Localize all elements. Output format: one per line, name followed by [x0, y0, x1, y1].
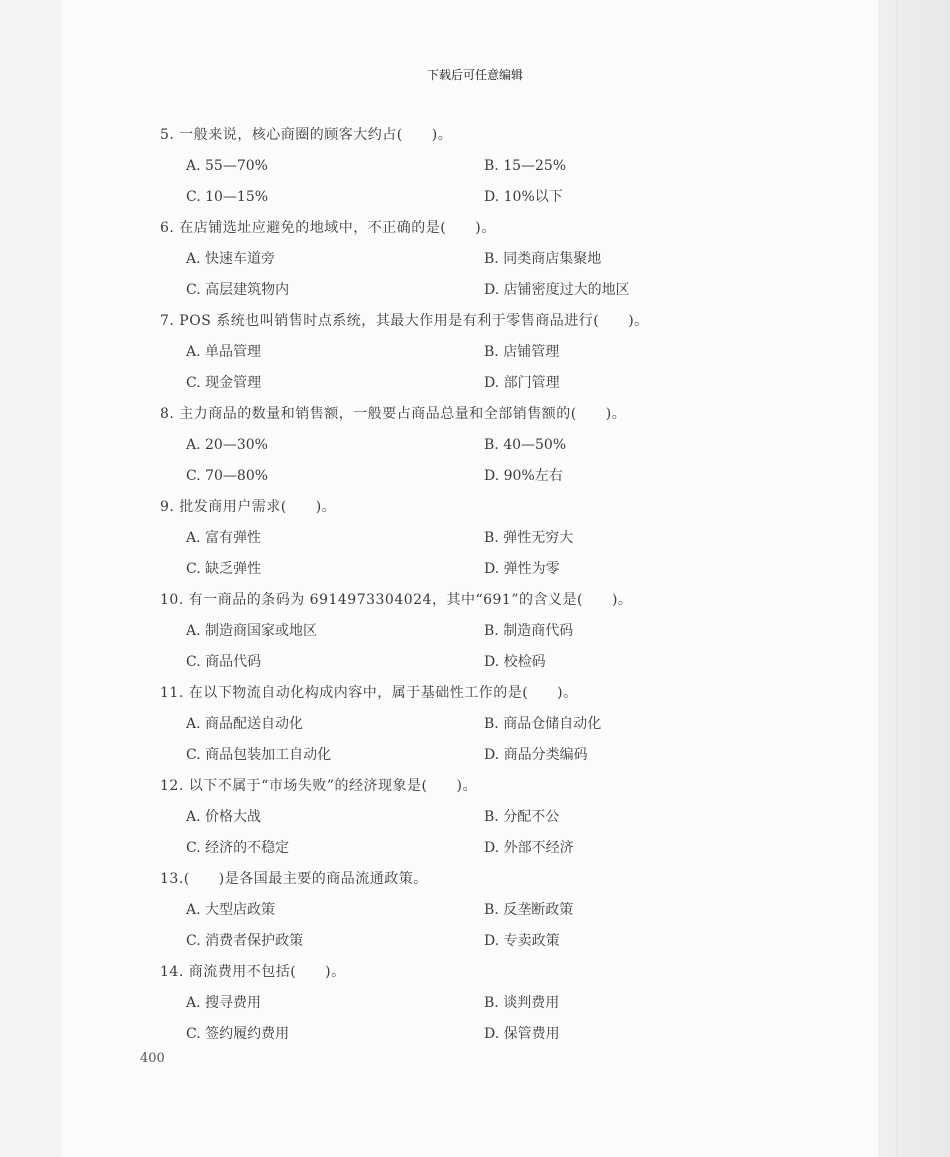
option-row	[160, 993, 720, 1024]
option-d: D. 商品分类编码	[484, 747, 588, 763]
option-a: A. 单品管理	[186, 344, 262, 360]
option-d: D. 90%左右	[484, 468, 563, 484]
option-c: C. 70—80%	[186, 468, 269, 484]
page-number: 400	[140, 1051, 165, 1066]
option-row	[160, 187, 720, 218]
option-b: B. 商品仓储自动化	[484, 716, 602, 732]
option-d: D. 专卖政策	[484, 933, 560, 949]
option-row	[160, 838, 720, 869]
option-row	[160, 156, 720, 187]
question-stem: 11. 在以下物流自动化构成内容中，属于基础性工作的是( )。	[160, 685, 578, 701]
page-edge-shadow	[878, 0, 950, 1157]
option-row	[160, 652, 720, 683]
page-header: 下载后可任意编辑	[426, 68, 523, 82]
option-d: D. 弹性为零	[484, 561, 560, 577]
option-b: B. 弹性无穷大	[484, 530, 574, 546]
option-c: C. 缺乏弹性	[186, 561, 262, 577]
option-a: A. 商品配送自动化	[186, 716, 304, 732]
option-row	[160, 621, 720, 652]
option-c: C. 商品包装加工自动化	[186, 747, 332, 763]
option-c: C. 签约履约费用	[186, 1026, 290, 1042]
option-b: B. 谈判费用	[484, 995, 560, 1011]
option-a: A. 价格大战	[186, 809, 262, 825]
option-row	[160, 714, 720, 745]
option-d: D. 校检码	[484, 654, 546, 670]
question-stem: 9. 批发商用户需求( )。	[160, 499, 337, 515]
option-d: D. 10%以下	[484, 189, 563, 205]
option-c: C. 消费者保护政策	[186, 933, 304, 949]
question-stem: 7. POS 系统也叫销售时点系统，其最大作用是有利于零售商品进行( )。	[160, 313, 649, 329]
option-row	[160, 559, 720, 590]
option-row	[160, 466, 720, 497]
option-b: B. 同类商店集聚地	[484, 251, 602, 267]
option-c: C. 商品代码	[186, 654, 262, 670]
option-row	[160, 528, 720, 559]
option-row	[160, 1024, 720, 1055]
option-c: C. 10—15%	[186, 189, 269, 205]
option-row	[160, 342, 720, 373]
question-list	[160, 125, 720, 1055]
option-d: D. 外部不经济	[484, 840, 574, 856]
option-row	[160, 807, 720, 838]
option-d: D. 保管费用	[484, 1026, 560, 1042]
option-a: A. 快速车道旁	[186, 251, 276, 267]
option-row	[160, 373, 720, 404]
option-b: B. 15—25%	[484, 158, 567, 174]
option-row	[160, 745, 720, 776]
option-d: D. 店铺密度过大的地区	[484, 282, 630, 298]
option-b: B. 店铺管理	[484, 344, 560, 360]
option-c: C. 现金管理	[186, 375, 262, 391]
option-a: A. 富有弹性	[186, 530, 262, 546]
page-edge-line	[897, 0, 898, 1157]
option-b: B. 分配不公	[484, 809, 560, 825]
question-stem: 13.( )是各国最主要的商品流通政策。	[160, 871, 428, 887]
option-a: A. 搜寻费用	[186, 995, 262, 1011]
option-a: A. 20—30%	[186, 437, 268, 453]
option-a: A. 制造商国家或地区	[186, 623, 318, 639]
question-stem: 5. 一般来说，核心商圈的顾客大约占( )。	[160, 127, 453, 143]
question-stem: 14. 商流费用不包括( )。	[160, 964, 346, 980]
option-b: B. 反垄断政策	[484, 902, 574, 918]
option-row	[160, 280, 720, 311]
option-b: B. 40—50%	[484, 437, 567, 453]
question-stem: 12. 以下不属于“市场失败”的经济现象是( )。	[160, 778, 477, 794]
option-d: D. 部门管理	[484, 375, 560, 391]
option-row	[160, 900, 720, 931]
option-b: B. 制造商代码	[484, 623, 574, 639]
option-c: C. 高层建筑物内	[186, 282, 290, 298]
question-stem: 6. 在店铺选址应避免的地域中，不正确的是( )。	[160, 220, 496, 236]
question-stem: 8. 主力商品的数量和销售额，一般要占商品总量和全部销售额的( )。	[160, 406, 627, 422]
option-c: C. 经济的不稳定	[186, 840, 290, 856]
option-row	[160, 249, 720, 280]
question-stem: 10. 有一商品的条码为 6914973304024，其中“691”的含义是( )。	[160, 592, 633, 608]
option-row	[160, 435, 720, 466]
option-row	[160, 931, 720, 962]
option-a: A. 55—70%	[186, 158, 268, 174]
option-a: A. 大型店政策	[186, 902, 276, 918]
